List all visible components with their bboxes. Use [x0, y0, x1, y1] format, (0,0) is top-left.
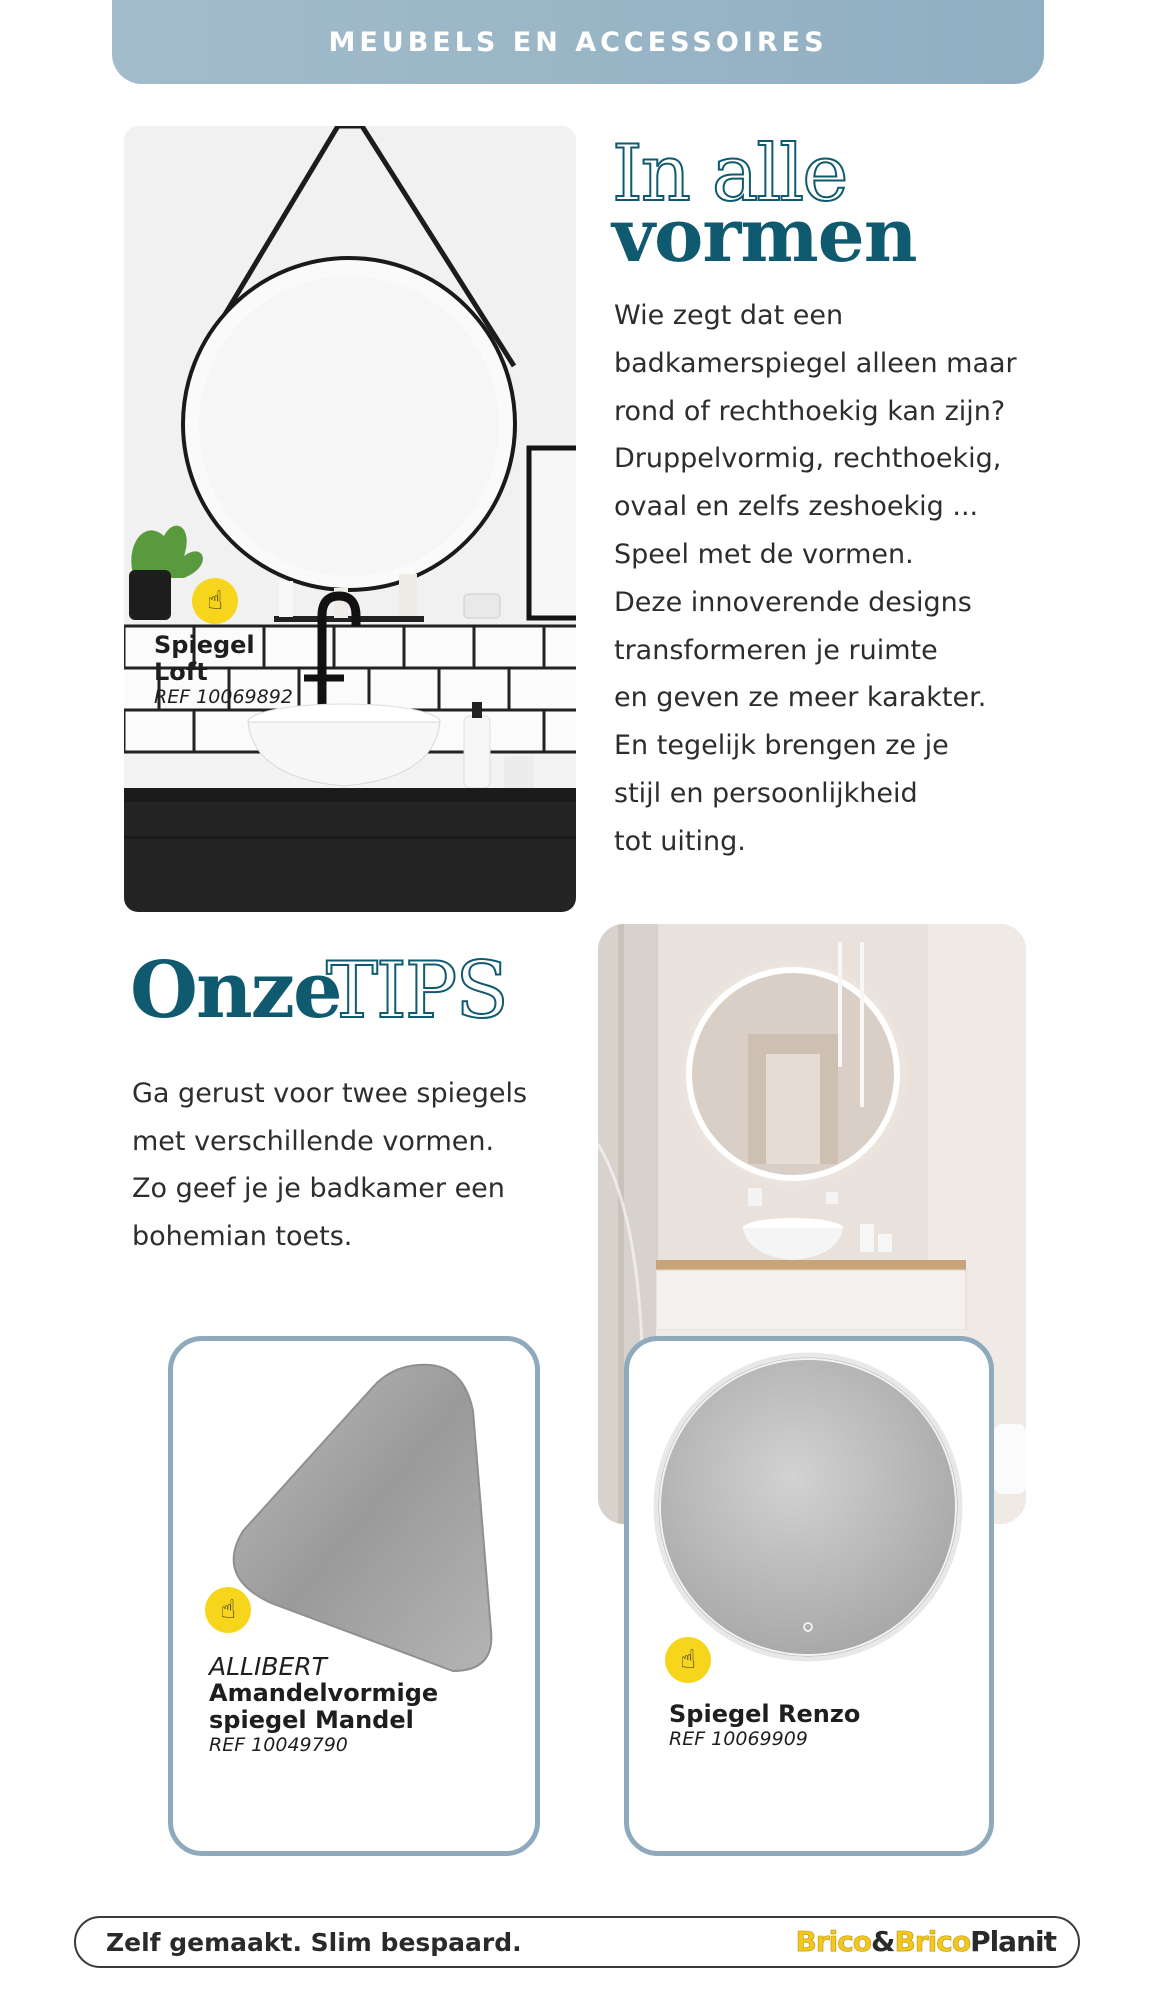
product-name-line1: Amandelvormige	[209, 1679, 439, 1707]
intro-line: en geven ze meer karakter.	[614, 682, 987, 714]
product-label-loft[interactable]	[154, 632, 293, 708]
tips-heading-bold: Onze	[130, 945, 341, 1036]
brico-logo[interactable]	[795, 1925, 1056, 1959]
intro-heading-outline: In alle	[612, 129, 847, 219]
intro-line: Wie zegt dat een	[614, 300, 844, 331]
intro-line: ovaal en zelfs zeshoekig ...	[614, 491, 979, 523]
tips-heading-outline: TIPS	[326, 946, 507, 1036]
product-ref: REF 10069909	[669, 1728, 808, 1750]
intro-line: En tegelijk brengen ze je	[614, 730, 949, 762]
intro-line: Speel met de vormen.	[614, 538, 914, 570]
product-name-line2: Loft	[154, 658, 208, 686]
intro-line: badkamerspiegel alleen maar	[614, 347, 1017, 379]
intro-line: rond of rechthoekig kan zijn?	[614, 395, 1006, 427]
renzo-mirror-image	[629, 1341, 994, 1856]
tips-line: bohemian toets.	[132, 1220, 353, 1252]
product-name-line1: Spiegel	[154, 631, 255, 659]
intro-heading-bold: vormen	[612, 193, 917, 279]
product-label-mandel[interactable]	[209, 1653, 438, 1756]
hand-pointer-icon[interactable]: ☝	[665, 1637, 711, 1683]
loft-scene-illustration	[124, 126, 576, 912]
intro-line: tot uiting.	[614, 825, 746, 857]
intro-line: Druppelvormig, rechthoekig,	[614, 443, 1002, 475]
product-brand: ALLIBERT	[209, 1652, 327, 1681]
logo-brico-text-2: Brico	[894, 1925, 971, 1958]
section-header	[112, 0, 1044, 84]
tips-line: Ga gerust voor twee spiegels	[132, 1078, 528, 1109]
section-title: MEUBELS EN ACCESSOIRES	[328, 26, 828, 58]
footer-bar	[74, 1916, 1080, 1968]
intro-line: stijl en persoonlijkheid	[614, 777, 918, 809]
product-ref: REF 10069892	[154, 686, 293, 708]
logo-planit-text: Planit	[970, 1925, 1056, 1958]
product-ref: REF 10049790	[209, 1734, 348, 1756]
intro-line: transformeren je ruimte	[614, 634, 938, 666]
photo-loft-mirror	[124, 126, 576, 912]
intro-paragraph	[614, 292, 1034, 866]
product-name-line2: spiegel Mandel	[209, 1706, 414, 1734]
product-card-mandel[interactable]	[168, 1336, 540, 1856]
product-card-renzo[interactable]	[624, 1336, 994, 1856]
tips-line: Zo geef je je badkamer een	[132, 1173, 505, 1204]
tips-line: met verschillende vormen.	[132, 1125, 495, 1157]
hand-pointer-icon[interactable]: ☝	[192, 578, 238, 624]
product-label-renzo[interactable]	[669, 1701, 860, 1750]
tips-paragraph	[132, 1070, 527, 1260]
hand-pointer-icon[interactable]: ☝	[205, 1587, 251, 1633]
product-name: Spiegel Renzo	[669, 1700, 861, 1728]
logo-brico-text: Brico	[795, 1925, 872, 1958]
footer-slogan: Zelf gemaakt. Slim bespaard.	[106, 1928, 522, 1957]
logo-ampersand: &	[871, 1925, 895, 1958]
intro-line: Deze innoverende designs	[614, 586, 972, 618]
